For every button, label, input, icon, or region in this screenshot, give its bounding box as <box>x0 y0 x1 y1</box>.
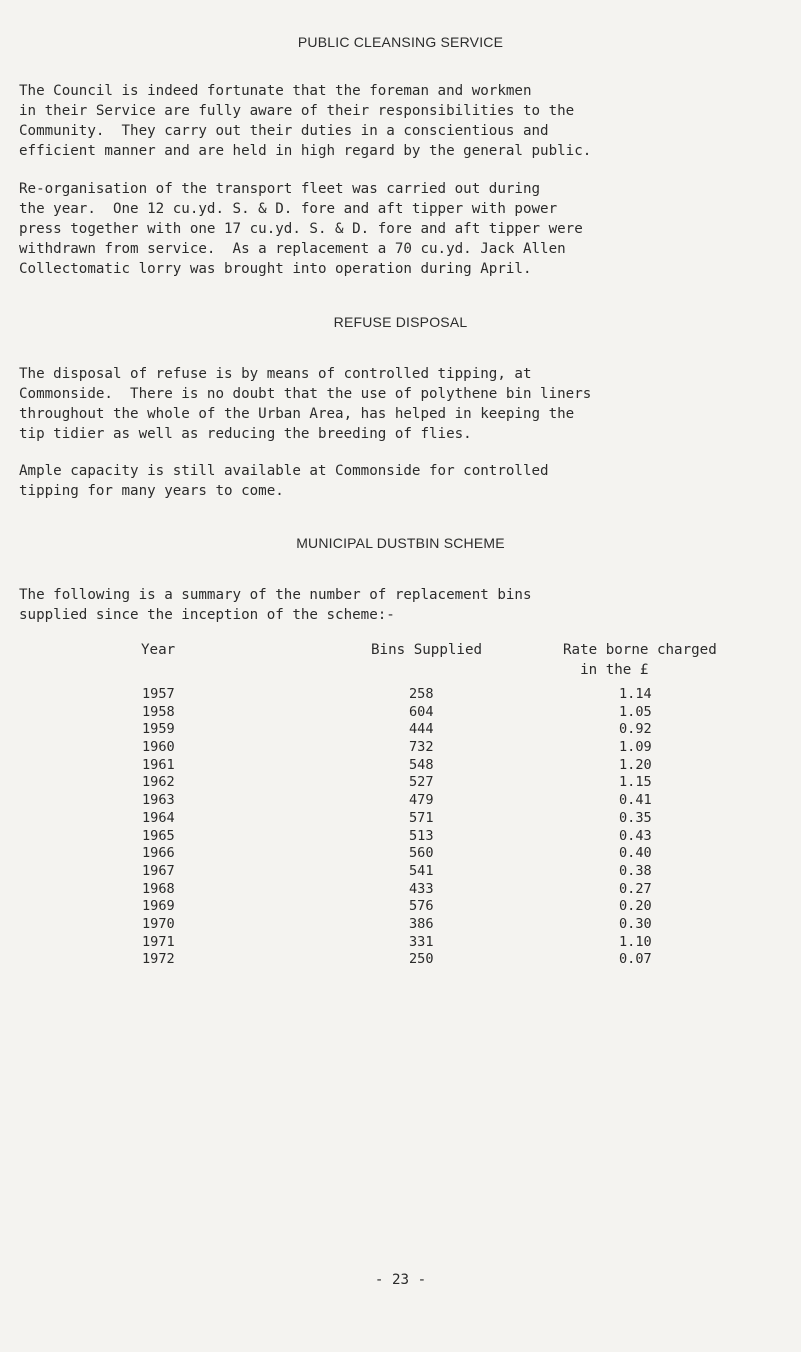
rate-cell: 0.20 <box>619 898 652 915</box>
year-cell: 1959 <box>142 721 175 738</box>
rate-cell: 1.09 <box>619 739 652 756</box>
year-cell: 1964 <box>142 809 175 826</box>
table-row <box>0 828 801 846</box>
table-row <box>0 916 801 934</box>
rate-cell: 0.27 <box>619 880 652 897</box>
year-cell: 1963 <box>142 792 175 809</box>
bins-supplied-cell: 571 <box>409 809 434 826</box>
bins-supplied-cell: 331 <box>409 933 434 950</box>
rate-cell: 1.10 <box>619 933 652 950</box>
table-row <box>0 704 801 722</box>
table-row <box>0 881 801 899</box>
bins-supplied-cell: 527 <box>409 774 434 791</box>
year-cell: 1960 <box>142 739 175 756</box>
bins-supplied-cell: 250 <box>409 951 434 968</box>
table-row <box>0 757 801 775</box>
rate-cell: 1.05 <box>619 703 652 720</box>
page-number: - 23 - <box>374 1272 427 1288</box>
year-cell: 1957 <box>142 686 175 702</box>
column-header-bins-supplied: Bins Supplied <box>371 642 483 658</box>
intro-paragraph-2: Re-organisation of the transport fleet was carried out during the year. One 12 cu.yd. S. & D. fore and aft tipper with power press together with one 17 cu.yd. S. & D. fore and aft tipper were withdrawn from service. As a replacement a 70 cu.yd. Jack Allen Collectomatic lorry was brought into operation during April. <box>19 181 583 277</box>
table-row <box>0 845 801 863</box>
rate-cell: 0.30 <box>619 915 652 932</box>
year-cell: 1969 <box>142 898 175 915</box>
rate-cell: 0.92 <box>619 721 652 738</box>
table-row <box>0 934 801 952</box>
year-cell: 1961 <box>142 756 175 773</box>
table-row <box>0 686 801 704</box>
table-row <box>0 898 801 916</box>
table-row <box>0 810 801 828</box>
bins-table <box>0 686 801 969</box>
bins-supplied-cell: 433 <box>409 880 434 897</box>
year-cell: 1972 <box>142 951 175 968</box>
rate-cell: 0.43 <box>619 827 652 844</box>
intro-paragraph-1: The Council is indeed fortunate that the foreman and workmen in their Service are fully aware of their responsibilities to the Community. They carry out their duties in a conscientious and efficient manner and are held in high regard by the general public. <box>19 83 592 159</box>
year-cell: 1971 <box>142 933 175 950</box>
refuse-disposal-heading: REFUSE DISPOSAL <box>333 314 468 330</box>
column-header-rate: Rate borne charged in the £ <box>563 642 717 678</box>
refuse-paragraph-2: Ample capacity is still available at Commonside for controlled tipping for many years to come. <box>19 463 549 499</box>
table-row <box>0 951 801 969</box>
year-cell: 1958 <box>142 703 175 720</box>
year-cell: 1968 <box>142 880 175 897</box>
bins-supplied-cell: 732 <box>409 739 434 756</box>
rate-cell: 0.40 <box>619 845 652 862</box>
bins-supplied-cell: 513 <box>409 827 434 844</box>
dustbin-scheme-heading: MUNICIPAL DUSTBIN SCHEME <box>296 535 505 551</box>
year-cell: 1966 <box>142 845 175 862</box>
table-row <box>0 863 801 881</box>
table-row <box>0 774 801 792</box>
table-row <box>0 721 801 739</box>
bins-supplied-cell: 444 <box>409 721 434 738</box>
year-cell: 1965 <box>142 827 175 844</box>
table-row <box>0 739 801 757</box>
bins-supplied-cell: 548 <box>409 756 434 773</box>
year-cell: 1962 <box>142 774 175 791</box>
bins-supplied-cell: 479 <box>409 792 434 809</box>
bins-supplied-cell: 258 <box>409 686 434 702</box>
bins-supplied-cell: 576 <box>409 898 434 915</box>
rate-cell: 0.38 <box>619 862 652 879</box>
rate-cell: 0.35 <box>619 809 652 826</box>
page-title: PUBLIC CLEANSING SERVICE <box>297 34 504 50</box>
bins-supplied-cell: 541 <box>409 862 434 879</box>
refuse-paragraph-1: The disposal of refuse is by means of controlled tipping, at Commonside. There is no doubt that the use of polythene bin liners throughout the whole of the Urban Area, has helped in keeping the tip tidier as well as reducing the breeding of flies. <box>19 366 592 442</box>
bins-supplied-cell: 604 <box>409 703 434 720</box>
column-header-year: Year <box>141 642 176 658</box>
dustbin-paragraph: The following is a summary of the number of replacement bins supplied since the inception of the scheme:- <box>19 587 532 623</box>
rate-cell: 1.14 <box>619 686 652 702</box>
table-row <box>0 792 801 810</box>
year-cell: 1970 <box>142 915 175 932</box>
rate-cell: 0.41 <box>619 792 652 809</box>
rate-cell: 1.20 <box>619 756 652 773</box>
bins-supplied-cell: 386 <box>409 915 434 932</box>
rate-cell: 0.07 <box>619 951 652 968</box>
year-cell: 1967 <box>142 862 175 879</box>
rate-cell: 1.15 <box>619 774 652 791</box>
bins-supplied-cell: 560 <box>409 845 434 862</box>
